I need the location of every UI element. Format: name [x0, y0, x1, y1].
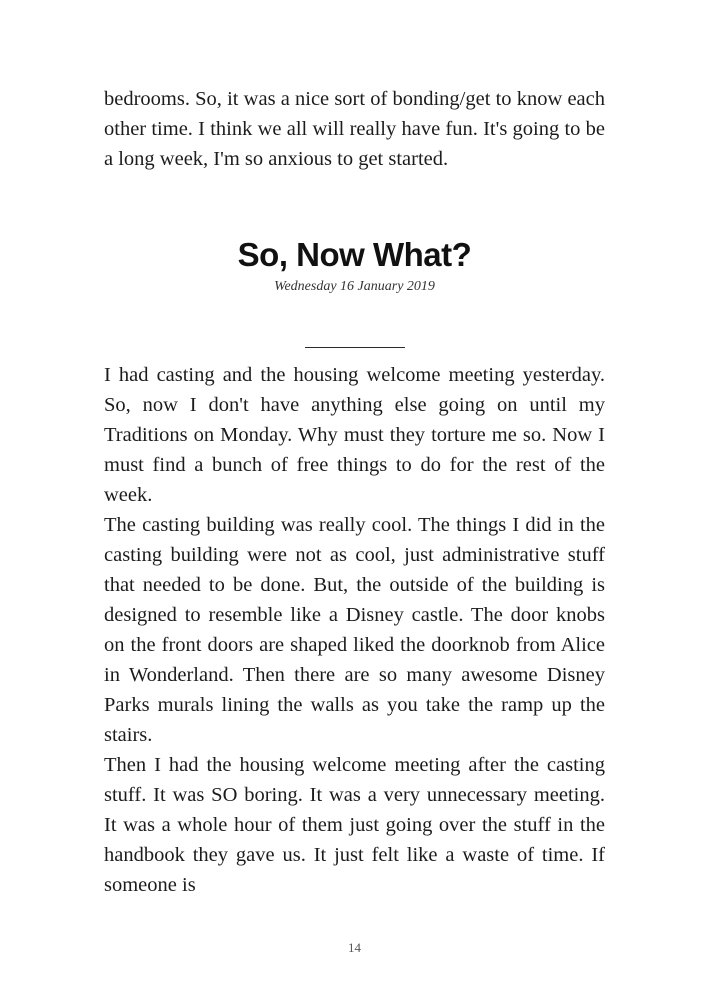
body-paragraph: I had casting and the housing welcome meeting yesterday. So, now I don't have anything else going on until my Traditions on Monday. Why must they torture me so. Now I must find a bunch of free things to do for the rest of the week.: [104, 363, 605, 506]
chapter-title: So, Now What?: [237, 236, 472, 273]
body-paragraph: The casting building was really cool. The things I did in the casting building were not as cool, just administrative stuff that needed to be done. But, the outside of the building is designed to resemble like a Disney castle. The door knobs on the front doors are shaped liked the doorknob from Alice in Wonderland. Then there are so many awesome Disney Parks murals lining the walls as you take the ramp up the stairs.: [104, 513, 605, 746]
intro-paragraph: bedrooms. So, it was a nice sort of bonding/get to know each other time. I think we all will really have fun. It's going to be a long week, I'm so anxious to get started.: [104, 88, 605, 170]
chapter-header: [104, 236, 605, 295]
body-paragraph: Then I had the housing welcome meeting after the casting stuff. It was SO boring. It was a very unnecessary meeting. It was a whole hour of them just going over the stuff in the handbook they gave us. It just felt like a waste of time. If someone is: [104, 753, 605, 896]
section-divider: [305, 342, 405, 348]
chapter-date: Wednesday 16 January 2019: [274, 278, 435, 294]
page-number: 14: [348, 940, 361, 955]
chapter-body: [104, 360, 605, 900]
intro-paragraph-block: [104, 84, 605, 174]
page-content: [104, 84, 605, 900]
section-divider-wrap: [104, 335, 605, 343]
